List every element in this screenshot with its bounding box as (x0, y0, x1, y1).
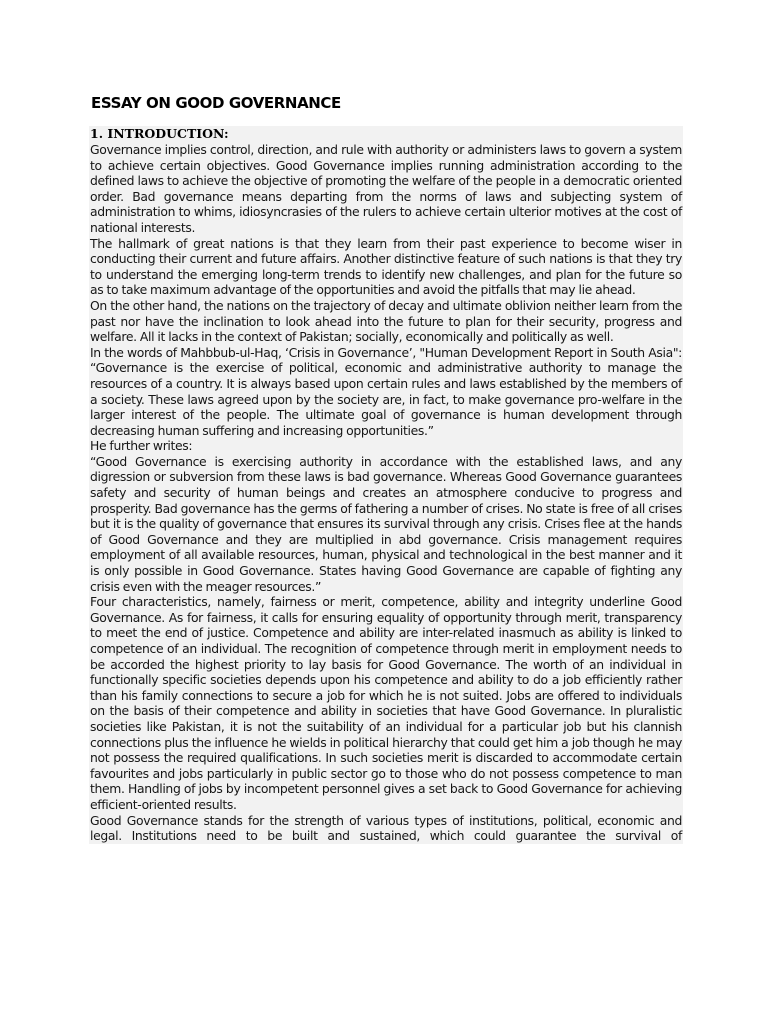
paragraph-further-writes: He further writes: (90, 438, 193, 454)
paragraph-decaying-nations: On the other hand, the nations on the trajectory of decay and ultimate oblivion neither learn from the past nor have the inclination to look ahead into the future to plan for their security, progress and welfare. All it lacks in the context of Pakistan; socially, economically and politically as well. (90, 297, 682, 345)
paragraph-definition: Governance implies control, direction, and rule with authority or administers laws to govern a system to achieve certain objectives. Good Governance implies running administration according to the defined laws to achieve the objective of promoting the welfare of the people in a democratic oriented order. Bad governance means departing from the norms of laws and subjecting system of administration to whims, idiosyncrasies of the rulers to achieve certain ulterior motives at the cost of national interests. (90, 142, 682, 235)
document-title: ESSAY ON GOOD GOVERNANCE (91, 94, 341, 112)
paragraph-characteristics: Four characteristics, namely, fairness or merit, competence, ability and integrity underline Good Governance. As for fairness, it calls for ensuring equality of opportunity through merit, transparency to meet the end of justice. Competence and ability are inter-related inasmuch as ability is linked to competence of an individual. The recognition of competence through merit in employment needs to be accorded the highest priority to lay basis for Good Governance. The worth of an individual in functionally specific societies depends upon his competence and ability to do a job efficiently rather than his family connections to secure a job for which he is not suited. Jobs are offered to individuals on the basis of their competence and ability in societies that have Good Governance. In pluralistic societies like Pakistan, it is not the suitability of an individual for a particular job but his clannish connections plus the influence he wields in political hierarchy that could get him a job though he may not possess the required qualifications. In such societies merit is discarded to accommodate certain favourites and jobs particularly in public sector go to those who do not possess competence to man them. Handling of jobs by incompetent personnel gives a set back to Good Governance for achieving efficient-oriented results. (90, 594, 682, 812)
paragraph-quote-governance: “Governance is the exercise of political, economic and administrative authority to manage the resources of a country. It is always based upon certain rules and laws established by the members of a society. These laws agreed upon by the society are, in fact, to make governance pro-welfare in the larger interest of the people. The ultimate goal of governance is human development through decreasing human suffering and increasing opportunities.” (90, 360, 682, 438)
essay-body (89, 126, 683, 844)
paragraph-quote-good-governance: “Good Governance is exercising authority in accordance with the established laws, and any digression or subversion from these laws is bad governance. Whereas Good Governance guarantees safety and security of human beings and creates an atmosphere conducive to progress and prosperity. Bad governance has the germs of fathering a number of crises. No state is free of all crises but it is the quality of governance that ensures its survival through any crisis. Crises flee at the hands of Good Governance and they are multiplied in abd governance. Crisis management requires employment of all available resources, human, physical and technological in the best manner and it is only possible in Good Governance. States having Good Governance are capable of fighting any crisis even with the meager resources.” (90, 453, 682, 594)
paragraph-citation-intro: In the words of Mahbbub-ul-Haq, ‘Crisis in Governance’, "Human Development Report in South Asia": (90, 344, 682, 360)
section-heading: 1. INTRODUCTION: (90, 126, 229, 141)
paragraph-great-nations: The hallmark of great nations is that they learn from their past experience to become wiser in conducting their current and future affairs. Another distinctive feature of such nations is that they try to understand the emerging long-term trends to identify new challenges, and plan for the future so as to take maximum advantage of the opportunities and avoid the pitfalls that may lie ahead. (90, 235, 682, 298)
paragraph-institutions: Good Governance stands for the strength of various types of institutions, political, economic and legal. Institutions need to be built and sustained, which could guarantee the survival of (90, 812, 682, 844)
